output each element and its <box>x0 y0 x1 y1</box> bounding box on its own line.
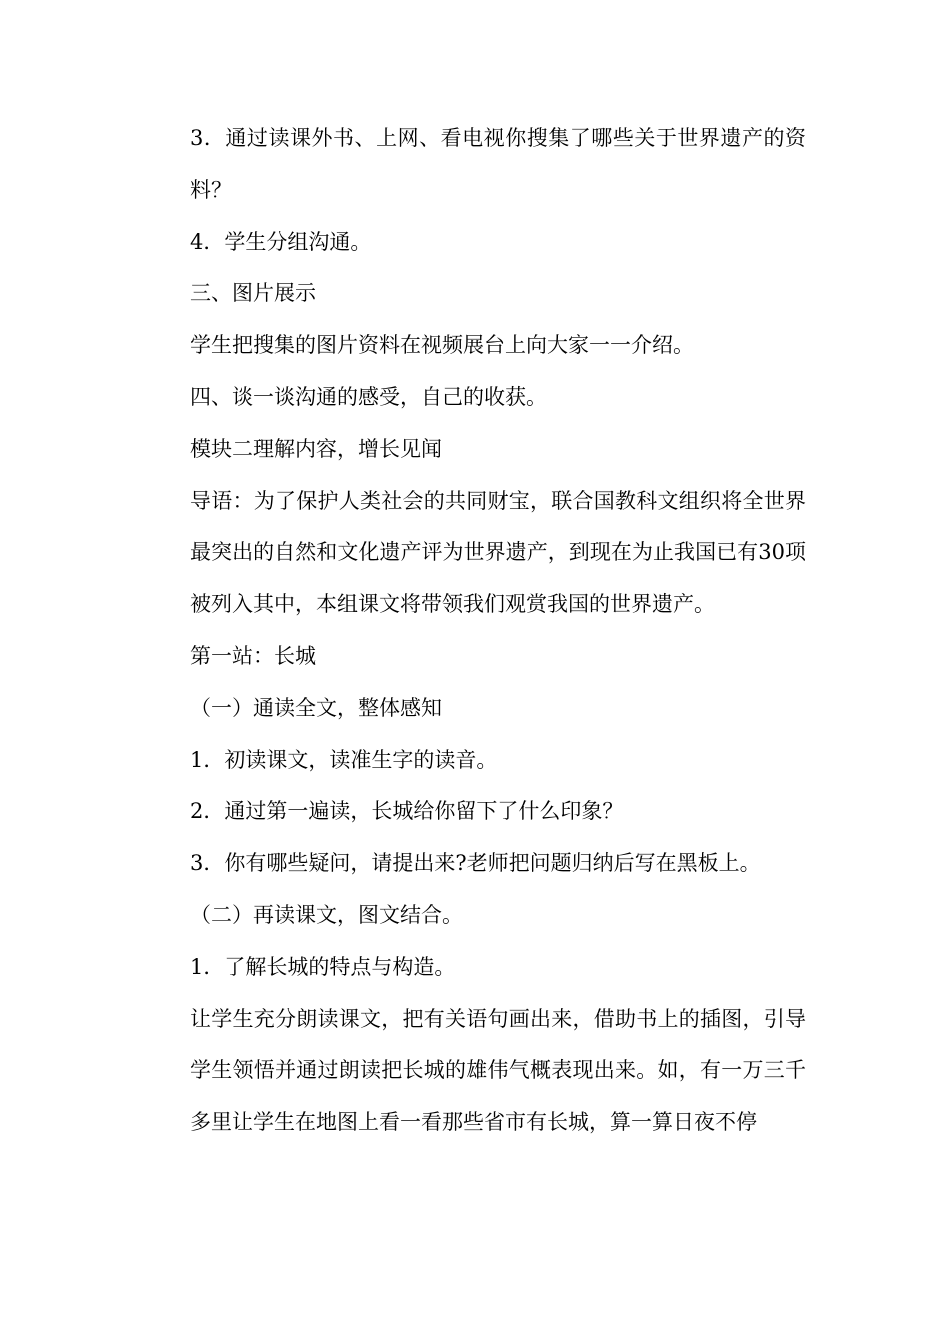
paragraph-introduction: 导语：为了保护人类社会的共同财宝，联合国教科文组织将全世界最突出的自然和文化遗产评为世界遗产，到现在为止我国已有30项被列入其中，本组课文将带领我们观赏我国的世界遗产。 <box>190 488 806 617</box>
paragraph-item-4: 4．学生分组沟通。 <box>190 229 372 254</box>
list-item-2: 2．通过第一遍读，长城给你留下了什么印象？ <box>190 799 624 824</box>
subsection-heading-read-through: （一）通读全文，整体感知 <box>190 695 442 720</box>
section-heading-discussion: 四、谈一谈沟通的感受，自己的收获。 <box>190 384 547 409</box>
subsection-heading-reread: （二）再读课文，图文结合。 <box>190 902 463 927</box>
document-body <box>146 113 806 1149</box>
list-item-1: 1．初读课文，读准生字的读音。 <box>190 747 498 772</box>
list-item-3: 3．你有哪些疑问，请提出来?老师把问题归纳后写在黑板上。 <box>190 851 761 876</box>
section-heading-picture-display: 三、图片展示 <box>190 281 316 306</box>
paragraph-item-3: 3．通过读课外书、上网、看电视你搜集了哪些关于世界遗产的资料？ <box>190 126 806 202</box>
module-heading: 模块二理解内容，增长见闻 <box>190 436 442 461</box>
station-heading-great-wall: 第一站：长城 <box>190 643 316 668</box>
paragraph-picture-intro: 学生把搜集的图片资料在视频展台上向大家一一介绍。 <box>190 333 694 358</box>
list-item-understand-features: 1．了解长城的特点与构造。 <box>190 954 456 979</box>
paragraph-reading-guidance: 让学生充分朗读课文，把有关语句画出来，借助书上的插图，引导学生领悟并通过朗读把长城的雄伟气概表现出来。如，有一万三千多里让学生在地图上看一看那些省市有长城，算一算日夜不停 <box>190 1006 806 1135</box>
